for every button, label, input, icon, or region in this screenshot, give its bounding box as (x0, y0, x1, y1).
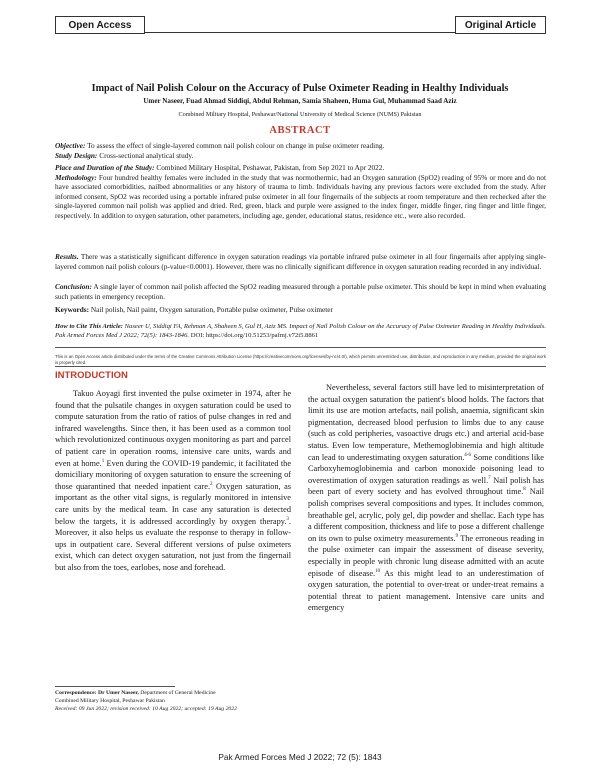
left-column (55, 388, 291, 574)
license-divider (55, 366, 546, 367)
open-access-label: Open Access (55, 16, 145, 34)
abstract-conclusion: Conclusion: A single layer of common nail polish affected the SpO2 reading measured through a portable pulse oximeter. This should be kept in mind when evaluating such patients in emergency reception. (55, 282, 547, 301)
abstract-objective: Objective: To assess the effect of single-layered common nail polish colour on change in pulse oximeter reading. (55, 141, 385, 150)
header-bar (55, 16, 546, 36)
introduction-heading: INTRODUCTION (55, 370, 128, 381)
abstract-heading: ABSTRACT (269, 125, 331, 136)
page-footer: Pak Armed Forces Med J 2022; 72 (5): 1843 (218, 752, 382, 762)
header-rule (145, 32, 455, 33)
affiliation: Combined Military Hospital, Peshawar/National University of Medical Science (NUMS) Pakistan (178, 111, 422, 118)
abstract-keywords: Keywords: Nail polish, Nail paint, Oxygen saturation, Portable pulse oximeter, Pulse oximeter (55, 305, 333, 314)
abstract-divider (55, 347, 546, 348)
citation: How to Cite This Article: Naseer U, Siddiqi FA, Rehman A, Shaheen S, Gul H, Aziz MS. Impact of Nail Polish Colour on the Accuracy of Pulse Oximeter Reading in Healthy Individuals. Pak Armed Forces Med J 2022; 72(5): 1843-1846. DOI: https://doi.org/10.51253/pafmj.v72i5.8861 (55, 323, 546, 339)
right-column (308, 382, 544, 614)
author-list: Umer Naseer, Fuad Ahmad Siddiqi, Abdul Rehman, Samia Shaheen, Huma Gul, Muhammad Saad Aziz (143, 97, 457, 105)
abstract-results: Results. There was a statistically significant difference in oxygen saturation readings via portable infrared pulse oximeter in all four fingernails after applying single-layered common nail polish colours (p-value<0.0001). However, there was no clinically significant difference in oxygen saturation reading recorded in any individual. (55, 252, 547, 271)
license-notice: This is an Open Access article distributed under the terms of the Creative Commons Attribution License (https://creativecommons.org/licenses/by-nc/4.0/), which permits unrestricted use, distribution, and reproduction in any medium, provided the original work is properly cited. (55, 354, 546, 365)
article-title: Impact of Nail Polish Colour on the Accuracy of Pulse Oximeter Reading in Healthy Individuals (91, 83, 509, 94)
correspondence-block: Correspondence: Dr Umer Naseer, Department of General Medicine Combined Military Hospital, Peshawar Pakistan Received: 09 Jun 2022; revision received: 10 Aug 2022; accepted: 19 Aug 2022 (55, 690, 237, 713)
correspondence-rule (55, 686, 175, 687)
doi-link[interactable]: DOI: https://doi.org/10.51253/pafmj.v72i5.8861 (190, 332, 319, 339)
intro-paragraph-2: Nevertheless, several factors still have led to misinterpretation of the actual oxygen saturation the patient's blood holds. The factors that limit its use are motion artefacts, nail polish, anaemia, significant skin pigmentation, decreased blood perfusion to limbs due to any cause (such as cold peripheries, vasoactive drugs etc.) and arterial acid-base status. Even low temperature, Methemoglobinemia and high altitude can lead to underestimating oxygen saturation.$^{4-6}$ Some conditions like Carboxyhemoglobinemia and carbon monoxide poisoning lead to overestimation of oxygen saturation readings as well.$^7$ Nail polish has been part of every society and has evolved throughout time.$^8$ Nail polish comprises several compositions and types. It includes common, breathable gel, acrylic, poly gel, dip powder and shellac. Each type has a different composition, thickness and life to pose a different challenge on its own to pulse oximetry measurements.$^9$ The erroneous reading in the pulse oximeter can impair the assessment of disease severity, especially in people with chronic lung disease admitted with an acute episode of disease.$^{10}$ As this might lead to an underestimation of oxygen saturation, the potential to over-treat or under-treat remains a potential threat to patient management. Intensive care units and emergency (308, 383, 545, 613)
abstract-design: Study Design: Cross-sectional analytical study. (55, 150, 194, 160)
intro-paragraph-1: Takuo Aoyagi first invented the pulse oximeter in 1974, after he found that the pulsatile changes in oxygen saturation could be used to compute saturation from the ratio of ratios of pulse changes in red and infrared wavelengths. Since then, it has been used as a common tool which revolutionized continuous oxygen monitoring as part and parcel of patient care in operation rooms, intensive care units, wards and even at home.$^1$ Even during the COVID-19 pandemic, it facilitated the domiciliary monitoring of oxygen saturation to ensure the screening of those quarantined that needed inpatient care.$^2$ Oxygen saturation, as important as the other vital signs, is regularly monitored in intensive care units by the medical team. In case any saturation is detected below the targets, it is addressed accordingly by oxygen therapy.$^3$. Moreover, it also helps us evaluate the response to therapy in follow-ups in outpatient care. Several different versions of pulse oximeters exist, which can detect oxygen saturation, not just from the fingernail but also from the toes, earlobes, nose and forehead. (55, 389, 291, 572)
article-type-label: Original Article (455, 16, 546, 34)
abstract-methodology: Methodology: Four hundred healthy females were included in the study that was normothermic, had an Oxygen saturation (SpO2) reading of 95% or more and do not have associated comorbidities, nailbed abnormalities or any history of trauma to limb. Individuals having any previous factors were excluded from the study. After informed consent, SpO2 was recorded using a portable infrared pulse oximeter in all four fingernails of the subjects at room temperature and then rechecked after the single-layered common nail polish was applied and dried. Red, green, black and purple were assigned to the index finger, middle finger, ring finger and little finger, respectively. In addition to oxygen saturation, other parameters, including age, gender, educational status, residence etc., were also recorded. (55, 172, 546, 220)
abstract-place: Place and Duration of the Study: Combined Military Hospital, Peshawar, Pakistan, from Sep 2021 to Apr 2022. (55, 163, 385, 172)
